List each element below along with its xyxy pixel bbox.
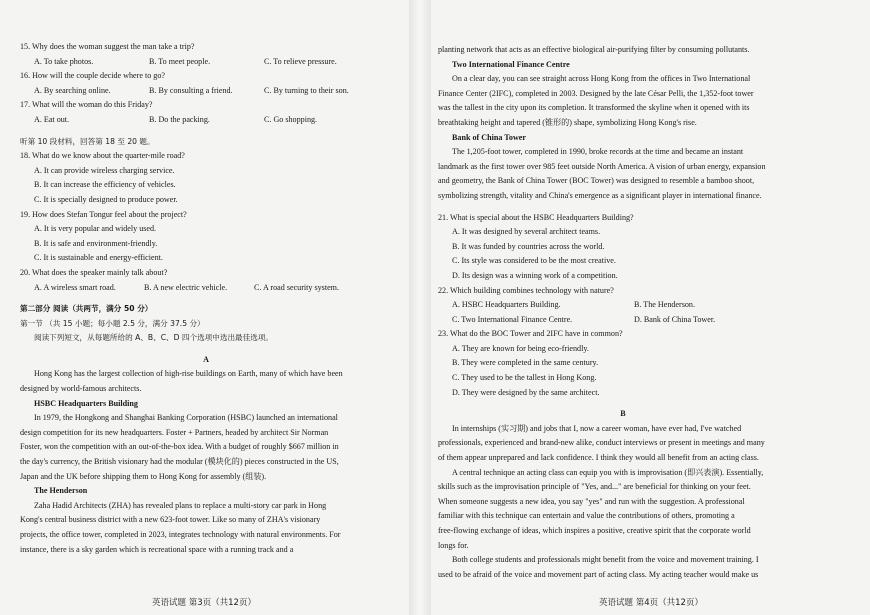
passage-line: Both college students and professionals might benefit from the voice and movement training. I — [452, 555, 759, 565]
option: C. It is specially designed to produce power. — [34, 194, 178, 204]
page-footer: 英语试题 第3页（共12页） — [152, 598, 256, 609]
option: A. To take photos. — [34, 56, 94, 66]
right-page — [432, 0, 870, 615]
option: B. To meet people. — [149, 56, 211, 66]
passage-line: design competition for its new headquarters. Foster + Partners, headed by architect Sir Norman — [20, 427, 329, 437]
passage-line: Finance Center (2IFC), completed in 2003. Designed by the late César Pelli, the 1,352-foot tower — [438, 88, 754, 98]
passage-line: breathtaking height and tapered (锥形的) shape, symbolizing Hong Kong's rise. — [438, 117, 697, 127]
passage-line: symbolizing strength, vitality and China's emergence as a significant player in international finance. — [438, 190, 762, 200]
instruction-material-10: 听第 10 段材料，回答第 18 至 20 题。 — [20, 136, 155, 146]
question-15: 15. Why does the woman suggest the man take a trip? — [20, 42, 195, 51]
passage-line: planting network that acts as an effective biological air-purifying filter by consuming pollutants. — [438, 45, 750, 54]
option: A. By searching online. — [34, 85, 111, 95]
option: C. It is sustainable and energy-efficient. — [34, 253, 163, 263]
question-17: 17. What will the woman do this Friday? — [20, 100, 153, 110]
passage-line: designed by world-famous architects. — [20, 384, 142, 394]
passage-line: Zaha Hadid Architects (ZHA) has revealed plans to replace a multi-story car park in Hong — [34, 500, 327, 510]
passage-line: was the tallest in the city upon its completion. It transformed the skyline when it opened with its — [438, 103, 750, 113]
question-21: 21. What is special about the HSBC Headquarters Building? — [438, 212, 634, 222]
passage-a-label: A — [203, 354, 209, 364]
heading-hsbc: HSBC Headquarters Building — [34, 398, 138, 408]
option: C. Its style was considered to be the most creative. — [452, 256, 616, 266]
heading-henderson: The Henderson — [34, 486, 88, 496]
question-17-options — [20, 113, 392, 128]
question-16-options — [20, 84, 392, 99]
option: A. It can provide wireless charging service. — [34, 165, 175, 175]
passage-b-label: B — [620, 409, 626, 419]
option: C. They used to be the tallest in Hong Kong. — [452, 373, 597, 383]
left-page — [0, 0, 408, 615]
section1-title: 第一节 （共 15 小题；每小题 2.5 分，满分 37.5 分） — [20, 318, 205, 328]
option: B. It is safe and environment-friendly. — [34, 238, 158, 248]
passage-line: In 1979, the Hongkong and Shanghai Banking Corporation (HSBC) launched an international — [34, 413, 338, 423]
option: D. They were designed by the same architect. — [452, 387, 600, 397]
passage-line: professionals, experienced and brand-new alike, conduct interviews or present in meetings and many — [438, 438, 765, 448]
passage-line: In internships (实习期) and jobs that I, now a career woman, have ever had, I've watched — [452, 423, 742, 433]
heading-boc: Bank of China Tower — [452, 132, 526, 142]
option: A. It was designed by several architect teams. — [452, 227, 601, 237]
option: C. By turning to their son. — [264, 85, 349, 95]
passage-line: When someone suggests a new idea, you say "yes" and run with the suggestion. A professional — [438, 496, 745, 506]
option: A. Eat out. — [34, 114, 70, 124]
option: A. It is very popular and widely used. — [34, 224, 157, 234]
option: D. Bank of China Tower. — [634, 314, 716, 324]
option: B. The Henderson. — [634, 300, 695, 310]
option: A. HSBC Headquarters Building. — [452, 300, 561, 310]
passage-line: of them appear unprepared and lack confidence. I think they would all benefit from an acting class. — [438, 453, 759, 463]
passage-line: longs for. — [438, 540, 469, 550]
option: B. They were completed in the same century. — [452, 358, 599, 368]
passage-line: Kong's central business district with a new 623-foot tower. Like so many of ZHA's visionary — [20, 515, 321, 525]
option: B. A new electric vehicle. — [144, 282, 228, 292]
passage-line: On a clear day, you can see straight across Hong Kong from the offices in Two International — [452, 74, 751, 84]
page-gutter — [409, 0, 431, 615]
question-16: 16. How will the couple decide where to go? — [20, 71, 165, 81]
option: B. It can increase the efficiency of vehicles. — [34, 180, 176, 190]
passage-line: used to be afraid of the voice and movement part of acting class. My acting teacher would make us — [438, 569, 759, 579]
passage-line: A central technique an acting class can equip you with is improvisation (即兴表演). Essentially, — [452, 467, 764, 477]
question-22-options-row1 — [438, 298, 808, 313]
passage-line: Hong Kong has the largest collection of high-rise buildings on Earth, many of which have been — [34, 369, 343, 379]
part2-title: 第二部分 阅读（共两节，满分 50 分） — [20, 304, 153, 314]
passage-line: and geometry, the Bank of China Tower (BOC Tower) was designed to resemble a bamboo shoot, — [438, 176, 755, 186]
passage-line: free-flowing exchange of ideas, which inspires a positive, creative spirit that the corporate world — [438, 526, 751, 535]
option: D. Its design was a winning work of a competition. — [452, 270, 618, 280]
question-20: 20. What does the speaker mainly talk about? — [20, 267, 168, 277]
passage-line: Japan and the UK before shipping them to Hong Kong for assembly (组装). — [20, 471, 267, 481]
passage-line: instance, there is a sky garden which is recreational space with a running track and a — [20, 544, 294, 554]
question-18: 18. What do we know about the quarter-mile road? — [20, 151, 185, 161]
option: C. To relieve pressure. — [264, 56, 337, 66]
question-23: 23. What do the BOC Tower and 2IFC have in common? — [438, 329, 623, 339]
heading-2ifc: Two International Finance Centre — [452, 59, 570, 69]
question-22: 22. Which building combines technology with nature? — [438, 285, 614, 295]
page-footer: 英语试题 第4页（共12页） — [599, 598, 703, 609]
option: B. It was funded by countries across the world. — [452, 241, 605, 251]
passage-line: The 1,205-foot tower, completed in 1990, broke records at the time and became an instant — [452, 147, 744, 157]
option: B. By consulting a friend. — [149, 85, 233, 95]
option: C. Two International Finance Centre. — [452, 314, 573, 324]
option: A. A wireless smart road. — [34, 282, 116, 292]
passage-line: landmark as the first tower over 985 feet outside North America. A vision of urban energy, expansion — [438, 161, 766, 171]
question-20-options — [20, 281, 392, 296]
passage-line: the day's currency, the British visionary had the modular (模块化的) pieces constructed in the US, — [20, 457, 339, 467]
reading-instruction: 阅读下列短文，从每题所给的 A、B、C、D 四个选项中选出最佳选项。 — [34, 333, 274, 343]
passage-line: skills such as the improvisation principle of "Yes, and..." are beneficial for thinking on your feet. — [438, 482, 751, 492]
question-15-options — [20, 55, 392, 70]
passage-line: familiar with this technique can entertain and value the contributions of others, promoting a — [438, 511, 735, 521]
option: A. They are known for being eco-friendly. — [452, 343, 589, 353]
question-22-options-row2 — [438, 313, 808, 328]
option: C. Go shopping. — [264, 114, 318, 124]
question-19: 19. How does Stefan Tongur feel about the project? — [20, 209, 187, 219]
passage-line: Foster, won the competition with an out-of-the-box idea. With a budget of roughly $667 million in — [20, 442, 339, 452]
option: B. Do the packing. — [149, 114, 210, 124]
option: C. A road security system. — [254, 282, 339, 292]
passage-line: projects, the office tower, completed in 2023, integrates technology with natural environments. For — [20, 530, 341, 539]
